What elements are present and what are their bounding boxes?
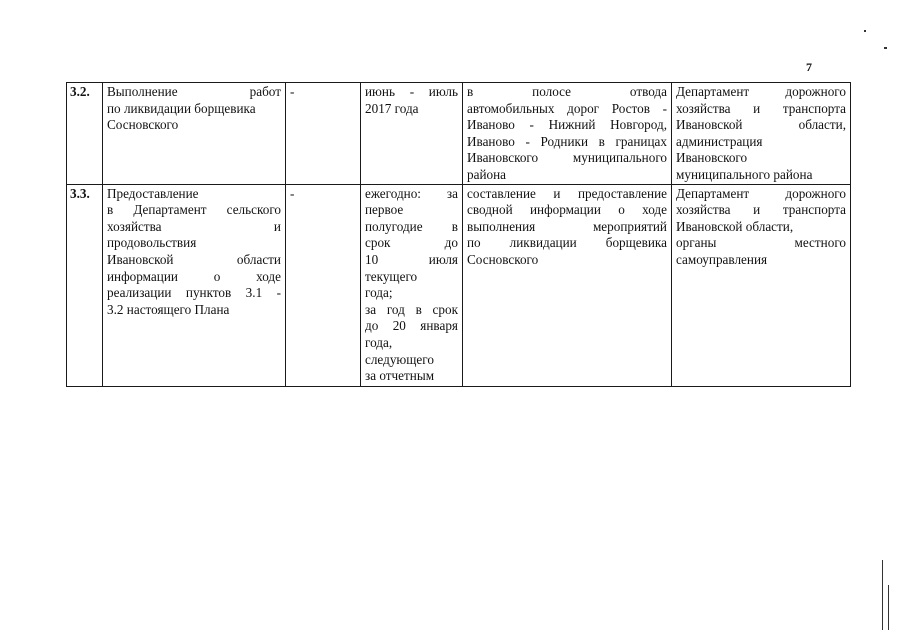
event-cell (103, 184, 286, 386)
place-line: автомобильных дорог Ростов - (467, 100, 667, 116)
executor-line: Ивановского (676, 150, 748, 166)
executor-line: муниципального района (676, 166, 813, 182)
term-line: ежегодно: за (365, 185, 458, 201)
event-cell (103, 83, 286, 185)
executor-cell (672, 83, 851, 185)
event-line: реализации пунктов 3.1 - (107, 285, 281, 301)
event-line: в Департамент сельского (107, 202, 281, 218)
executor-line: Департамент дорожного (676, 84, 846, 99)
place-line: выполнения мероприятий (467, 218, 667, 234)
place-cell (463, 184, 672, 386)
funding-cell: - (286, 83, 361, 185)
executor-line: Ивановской области, (676, 218, 794, 234)
event-line: продовольствия (107, 235, 197, 251)
executor-line: органы местного (676, 235, 846, 251)
executor-line: Ивановской области, (676, 117, 846, 133)
term-line: следующего (365, 351, 434, 367)
table-row (67, 184, 851, 386)
term-line: до 20 января (365, 318, 458, 334)
executor-line: администрация (676, 133, 763, 149)
term-cell (361, 184, 463, 386)
term-line: первое (365, 202, 404, 218)
plan-table (66, 82, 851, 387)
term-line: года, (365, 334, 393, 350)
scan-artifact (884, 47, 887, 49)
event-line: хозяйства и (107, 218, 281, 234)
row-number: 3.2. (67, 83, 103, 185)
term-line: за отчетным (365, 368, 435, 384)
place-line: Сосновского (467, 251, 539, 267)
term-line: срок до (365, 235, 458, 251)
term-line: 2017 года (365, 100, 419, 116)
executor-line: Департамент дорожного (676, 185, 846, 201)
place-line: Иваново - Родники в границах (467, 133, 667, 149)
event-line: Сосновского (107, 117, 179, 133)
place-cell (463, 83, 672, 185)
place-line: района (467, 166, 507, 182)
executor-cell (672, 184, 851, 386)
event-line: Выполнение работ (107, 84, 281, 99)
term-line: текущего (365, 268, 418, 284)
place-line: составление и предоставление (467, 185, 667, 201)
executor-line: хозяйства и транспорта (676, 202, 846, 218)
row-number: 3.3. (67, 184, 103, 386)
place-line: в полосе отвода (467, 84, 667, 99)
event-line: по ликвидации борщевика (107, 100, 256, 116)
term-line: июнь - июль (365, 84, 458, 99)
page-number: 7 (806, 60, 812, 74)
term-line: 10 июля (365, 251, 458, 267)
term-line: года; (365, 285, 393, 301)
event-line: информации о ходе (107, 268, 281, 284)
event-line: Предоставление (107, 185, 199, 201)
executor-line: хозяйства и транспорта (676, 100, 846, 116)
place-line: сводной информации о ходе (467, 202, 667, 218)
event-line: Ивановской области (107, 251, 281, 267)
term-cell (361, 83, 463, 185)
term-line: за год в срок (365, 301, 458, 317)
place-line: Иваново - Нижний Новгород, (467, 117, 667, 133)
scan-artifact (882, 560, 883, 630)
table-row (67, 83, 851, 185)
term-line: полугодие в (365, 218, 458, 234)
event-line: 3.2 настоящего Плана (107, 301, 230, 317)
place-line: Ивановского муниципального (467, 150, 667, 166)
funding-cell: - (286, 184, 361, 386)
executor-line: самоуправления (676, 251, 768, 267)
place-line: по ликвидации борщевика (467, 235, 667, 251)
scan-artifact (888, 585, 889, 630)
scan-artifact (864, 30, 866, 32)
